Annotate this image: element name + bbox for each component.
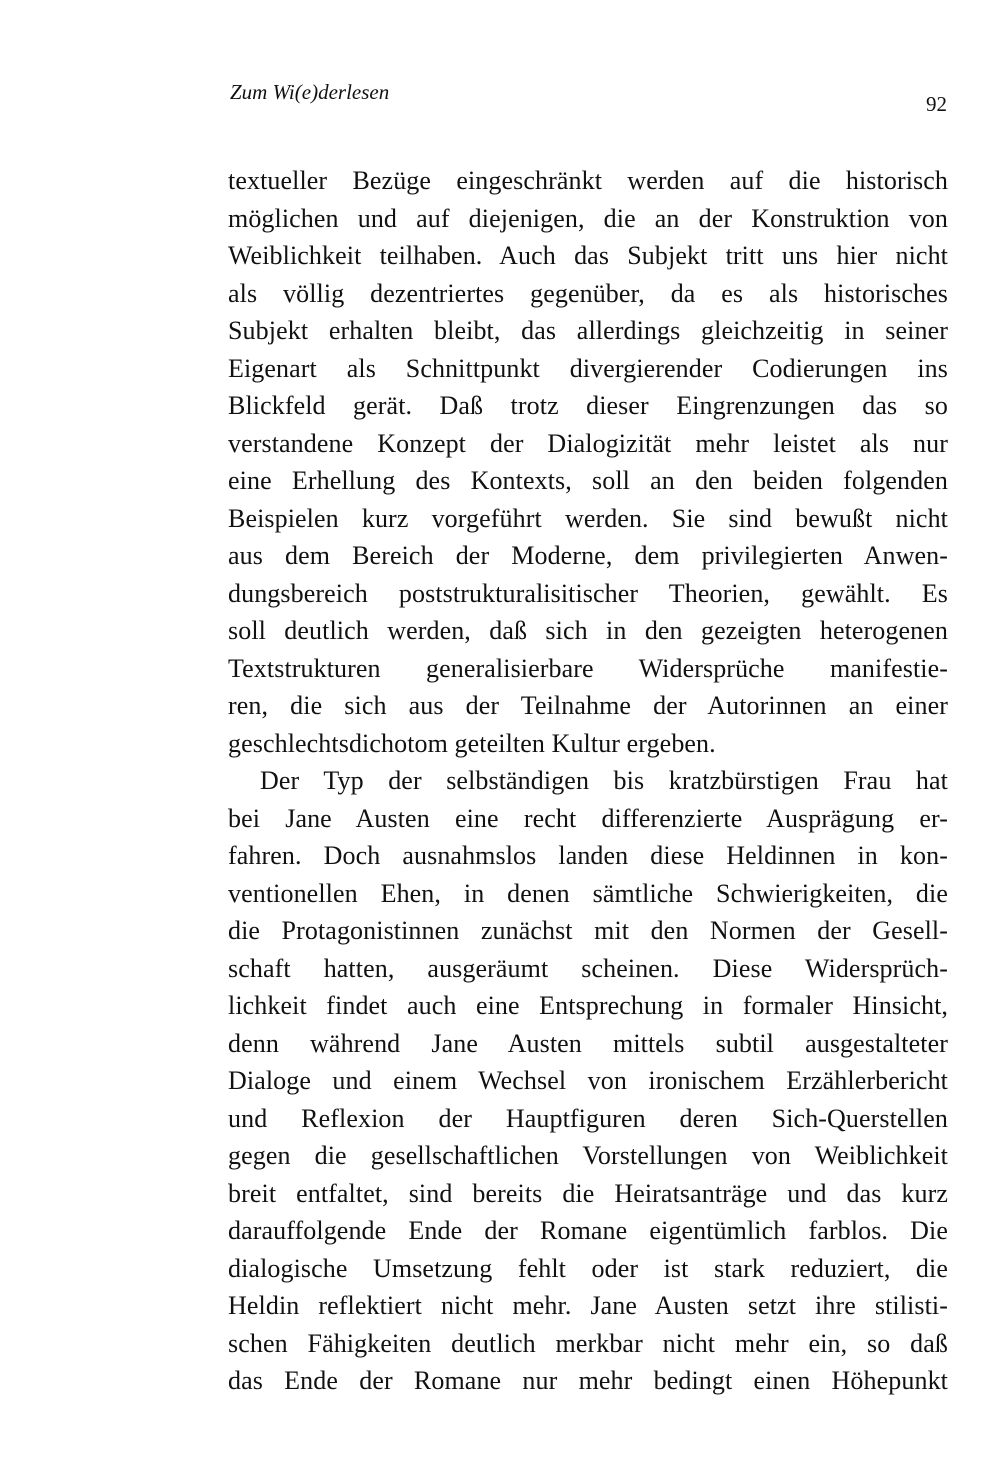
text-line: Beispielen kurz vorgeführt werden. Sie sind bewußt nicht [228, 503, 948, 533]
text-line: als völlig dezentriertes gegenüber, da es als historisches [228, 278, 948, 308]
paragraph-2 [228, 762, 948, 1400]
text-line: bei Jane Austen eine recht differenzierte Ausprägung er- [228, 803, 948, 833]
text-line: breit entfaltet, sind bereits die Heiratsanträge und das kurz [228, 1178, 948, 1208]
text-line: soll deutlich werden, daß sich in den gezeigten heterogenen [228, 616, 948, 645]
paragraph-1 [228, 162, 948, 762]
text-line: gegen die gesellschaftlichen Vorstellungen von Weiblichkeit [228, 1141, 948, 1170]
text-line: verstandene Konzept der Dialogizität mehr leistet als nur [228, 428, 948, 458]
text-line: Dialoge und einem Wechsel von ironischem Erzählerbericht [228, 1066, 948, 1095]
text-line: geschlechtsdichotom geteilten Kultur ergeben. [228, 728, 716, 758]
text-line: Weiblichkeit teilhaben. Auch das Subjekt tritt uns hier nicht [228, 241, 948, 270]
text-line: das Ende der Romane nur mehr bedingt einen Höhepunkt [228, 1366, 948, 1395]
text-line: Textstrukturen generalisierbare Widersprüche manifestie- [228, 653, 948, 683]
text-line: Blickfeld gerät. Daß trotz dieser Eingrenzungen das so [228, 391, 948, 420]
text-line: dungsbereich poststrukturalisitischer Theorien, gewählt. Es [228, 578, 948, 608]
text-line: darauffolgende Ende der Romane eigentümlich farblos. Die [228, 1216, 948, 1245]
text-line: denn während Jane Austen mittels subtil ausgestalteter [228, 1028, 948, 1058]
text-line: möglichen und auf diejenigen, die an der Konstruktion von [228, 203, 948, 233]
text-line: Eigenart als Schnittpunkt divergierender Codierungen ins [228, 353, 948, 383]
text-line: schen Fähigkeiten deutlich merkbar nicht mehr ein, so daß [228, 1328, 948, 1358]
body-text [228, 162, 948, 1400]
text-line: Heldin reflektiert nicht mehr. Jane Austen setzt ihre stilisti- [228, 1291, 948, 1320]
page-number: 92 [926, 92, 947, 116]
text-line: Der Typ der selbständigen bis kratzbürstigen Frau hat [260, 766, 948, 795]
text-line: aus dem Bereich der Moderne, dem privilegierten Anwen- [228, 541, 948, 570]
text-line: lichkeit findet auch eine Entsprechung in formaler Hinsicht, [228, 991, 948, 1020]
text-line: ren, die sich aus der Teilnahme der Autorinnen an einer [228, 691, 948, 720]
text-line: fahren. Doch ausnahmslos landen diese Heldinnen in kon- [228, 841, 948, 870]
text-line: und Reflexion der Hauptfiguren deren Sich-Querstellen [228, 1103, 948, 1133]
text-line: ventionellen Ehen, in denen sämtliche Schwierigkeiten, die [228, 878, 948, 908]
text-line: schaft hatten, ausgeräumt scheinen. Diese Widersprüch- [228, 953, 948, 983]
running-head: Zum Wi(e)derlesen [230, 80, 390, 104]
text-line: Subjekt erhalten bleibt, das allerdings gleichzeitig in seiner [228, 316, 948, 345]
text-line: eine Erhellung des Kontexts, soll an den beiden folgenden [228, 466, 948, 495]
text-line: dialogische Umsetzung fehlt oder ist stark reduziert, die [228, 1253, 948, 1283]
text-line: textueller Bezüge eingeschränkt werden auf die historisch [228, 166, 948, 195]
text-line: die Protagonistinnen zunächst mit den Normen der Gesell- [228, 916, 948, 945]
